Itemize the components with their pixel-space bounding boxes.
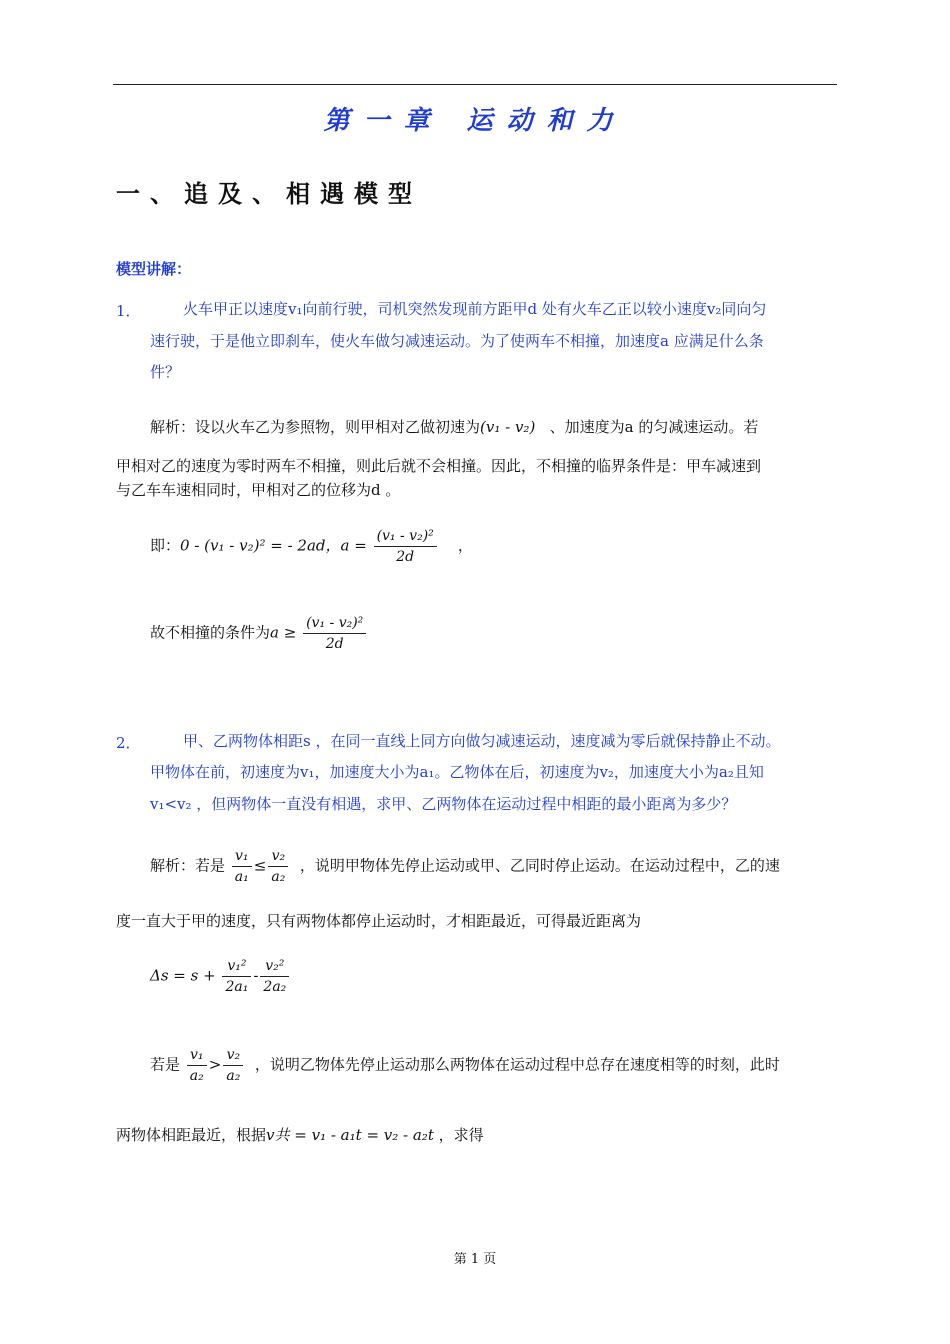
- frac-den: a₁: [234, 869, 249, 885]
- problem1-equation: [150, 528, 473, 565]
- eq-fraction-num: (v₁ - v₂)²: [374, 528, 437, 547]
- analysis-text: 解析：设以火车乙为参照物，则甲相对乙做初速为: [150, 418, 481, 436]
- problem1-analysis-line2: 甲相对乙的速度为零时两车不相撞，则此后就不会相撞。因此，不相撞的临界条件是：甲车减速到: [116, 457, 762, 475]
- leq-symbol: ≤: [253, 856, 267, 875]
- ratio-fraction-3: [187, 1047, 207, 1084]
- frac-den: 2a₁: [225, 979, 249, 995]
- eq-fraction: [374, 528, 437, 565]
- frac-num: v₁: [232, 848, 252, 867]
- problem2-text-line2: 甲物体在前，初速度为v₁，加速度大小为a₁。乙物体在后，初速度为v₂，加速度大小为a₂且知: [150, 763, 764, 781]
- problem2-number: 2．: [116, 734, 141, 752]
- frac-num: v₂: [268, 848, 288, 867]
- cond-fraction-den: 2d: [325, 636, 344, 652]
- frac-num: v₂²: [260, 958, 289, 977]
- chapter-title: 第一章 运动和力: [323, 106, 627, 136]
- analysis-text: ，说明甲物体先停止运动或甲、乙同时停止运动。在运动过程中，乙的速: [299, 856, 780, 875]
- section-title: 一、追及、相遇模型: [116, 180, 422, 208]
- problem1-text-line3: 件？: [150, 363, 181, 381]
- relative-velocity-expr: (v₁ - v₂): [480, 418, 536, 436]
- gt-symbol: >: [208, 1055, 222, 1074]
- analysis-text: 、加速度为a 的匀减速运动。若: [549, 418, 759, 436]
- delta-lhs: Δs = s +: [150, 966, 216, 985]
- minus-symbol: -: [253, 966, 259, 985]
- eq-prefix: 即：: [150, 536, 181, 555]
- analysis-text: 若是: [150, 1055, 181, 1074]
- eq-fraction-den: 2d: [396, 549, 415, 565]
- ratio-fraction-4: [223, 1047, 243, 1084]
- frac-den: a₂: [226, 1068, 241, 1084]
- problem2-analysis-a-line2: 度一直大于甲的速度，只有两物体都停止运动时，才相距最近，可得最近距离为: [116, 912, 642, 930]
- frac-den: a₂: [271, 869, 286, 885]
- problem1-analysis-line3: 与乙车车速相同时，甲相对乙的位移为d 。: [116, 481, 401, 499]
- problem1-analysis-line1: [150, 416, 758, 437]
- ratio-fraction-1: [232, 848, 252, 885]
- analysis-text: ，求得: [438, 1126, 484, 1144]
- delta-fraction-1: [222, 958, 251, 995]
- ratio-fraction-2: [268, 848, 288, 885]
- page-footer: 第 1 页: [453, 1252, 497, 1267]
- eq-main: 0 - (v₁ - v₂)² = - 2ad，a =: [180, 536, 367, 555]
- analysis-text: 两物体相距最近，根据: [116, 1126, 267, 1144]
- frac-den: a₂: [189, 1068, 204, 1084]
- problem1-text-line1: 火车甲正以速度v₁向前行驶，司机突然发现前方距甲d 处有火车乙正以较小速度v₂同向匀: [183, 300, 767, 318]
- header-rule: [113, 84, 837, 85]
- problem2-analysis-a: [150, 848, 780, 885]
- delta-fraction-2: [260, 958, 289, 995]
- cond-fraction-num: (v₁ - v₂)²: [303, 615, 366, 634]
- cond-prefix: 故不相撞的条件为: [150, 623, 271, 642]
- problem2-analysis-b-line2: [116, 1124, 484, 1145]
- frac-den: 2a₂: [263, 979, 287, 995]
- frac-num: v₁²: [222, 958, 251, 977]
- cond-fraction: [303, 615, 366, 652]
- frac-num: v₁: [187, 1047, 207, 1066]
- problem2-text-line3: v₁<v₂ ，但两物体一直没有相遇，求甲、乙两物体在运动过程中相距的最小距离为多少？: [150, 795, 737, 813]
- frac-num: v₂: [223, 1047, 243, 1066]
- model-label: 模型讲解：: [116, 260, 192, 278]
- problem2-text-line1: 甲、乙两物体相距s ，在同一直线上同方向做匀减速运动，速度减为零后就保持静止不动。: [183, 732, 781, 750]
- problem1-number: 1．: [116, 302, 141, 320]
- common-velocity-eq: v共 = v₁ - a₁t = v₂ - a₂t: [266, 1126, 434, 1144]
- cond-math: a ≥: [270, 623, 297, 642]
- eq-suffix: ，: [457, 536, 473, 555]
- analysis-text: 解析：若是: [150, 856, 226, 875]
- analysis-text: ，说明乙物体先停止运动那么两物体在运动过程中总存在速度相等的时刻，此时: [254, 1055, 780, 1074]
- problem2-analysis-b: [150, 1047, 780, 1084]
- problem1-text-line2: 速行驶，于是他立即刹车，使火车做匀减速运动。为了使两车不相撞，加速度a 应满足什么条: [150, 332, 764, 350]
- min-distance-formula: [150, 958, 291, 995]
- problem1-condition: [150, 615, 368, 652]
